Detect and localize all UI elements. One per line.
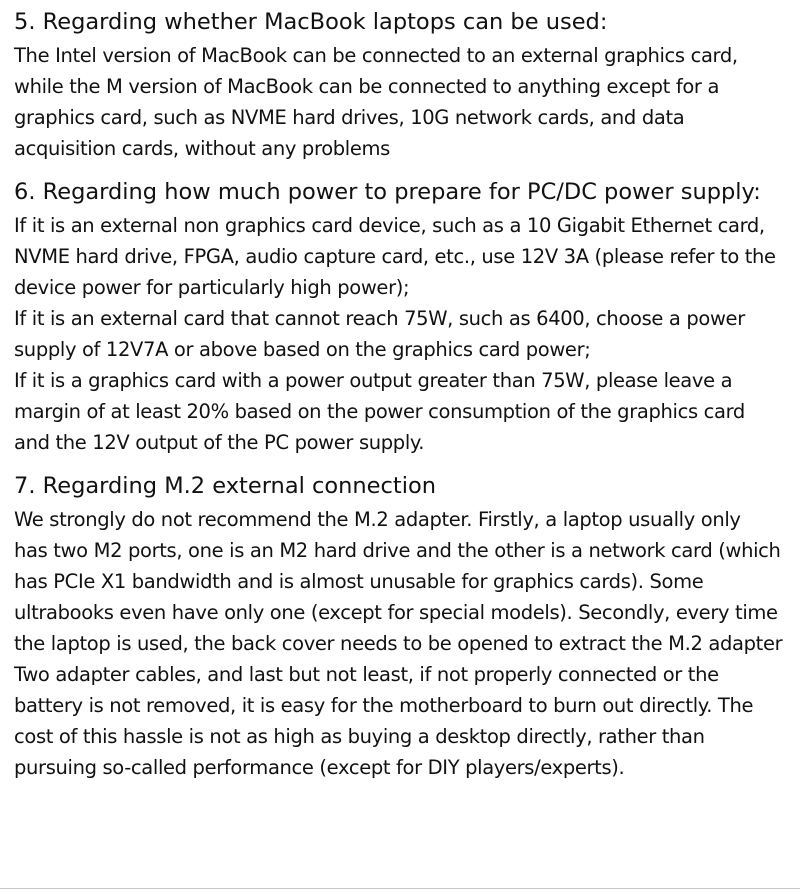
bottom-divider bbox=[0, 888, 800, 889]
section-m2-connection bbox=[14, 470, 798, 783]
section-power-supply bbox=[14, 176, 798, 458]
section-paragraph: We strongly do not recommend the M.2 adapter. Firstly, a laptop usually only has two M2 ports, one is an M2 hard drive and the other is a network card (which has PCIe X1 bandwidth and is almost unusable for graphics cards). Some ultrabooks even have only one (except for special models). Secondly, every time the laptop is used, the back cover needs to be opened to extract the M.2 adapter Two adapter cables, and last but not least, if not properly connected or the battery is not removed, it is easy for the motherboard to burn out directly. The cost of this hassle is not as high as buying a desktop directly, rather than pursuing so-called performance (except for DIY players/experts). bbox=[14, 508, 783, 779]
document-page bbox=[14, 6, 798, 795]
section-heading: 6. Regarding how much power to prepare for PC/DC power supply: bbox=[14, 179, 761, 205]
section-paragraph: If it is an external non graphics card device, such as a 10 Gigabit Ethernet card, NVME hard drive, FPGA, audio capture card, etc., use 12V 3A (please refer to the device power for particularly high power); bbox=[14, 214, 776, 299]
section-paragraph: If it is a graphics card with a power output greater than 75W, please leave a margin of at least 20% based on the power consumption of the graphics card and the 12V output of the PC power supply. bbox=[14, 369, 745, 454]
section-macbook bbox=[14, 6, 798, 164]
section-paragraph: If it is an external card that cannot reach 75W, such as 6400, choose a power supply of 12V7A or above based on the graphics card power; bbox=[14, 307, 745, 361]
section-heading: 5. Regarding whether MacBook laptops can be used: bbox=[14, 9, 608, 35]
section-paragraph: The Intel version of MacBook can be connected to an external graphics card, while the M version of MacBook can be connected to anything except for a graphics card, such as NVME hard drives, 10G network cards, and data acquisition cards, without any problems bbox=[14, 44, 738, 160]
section-heading: 7. Regarding M.2 external connection bbox=[14, 473, 436, 499]
